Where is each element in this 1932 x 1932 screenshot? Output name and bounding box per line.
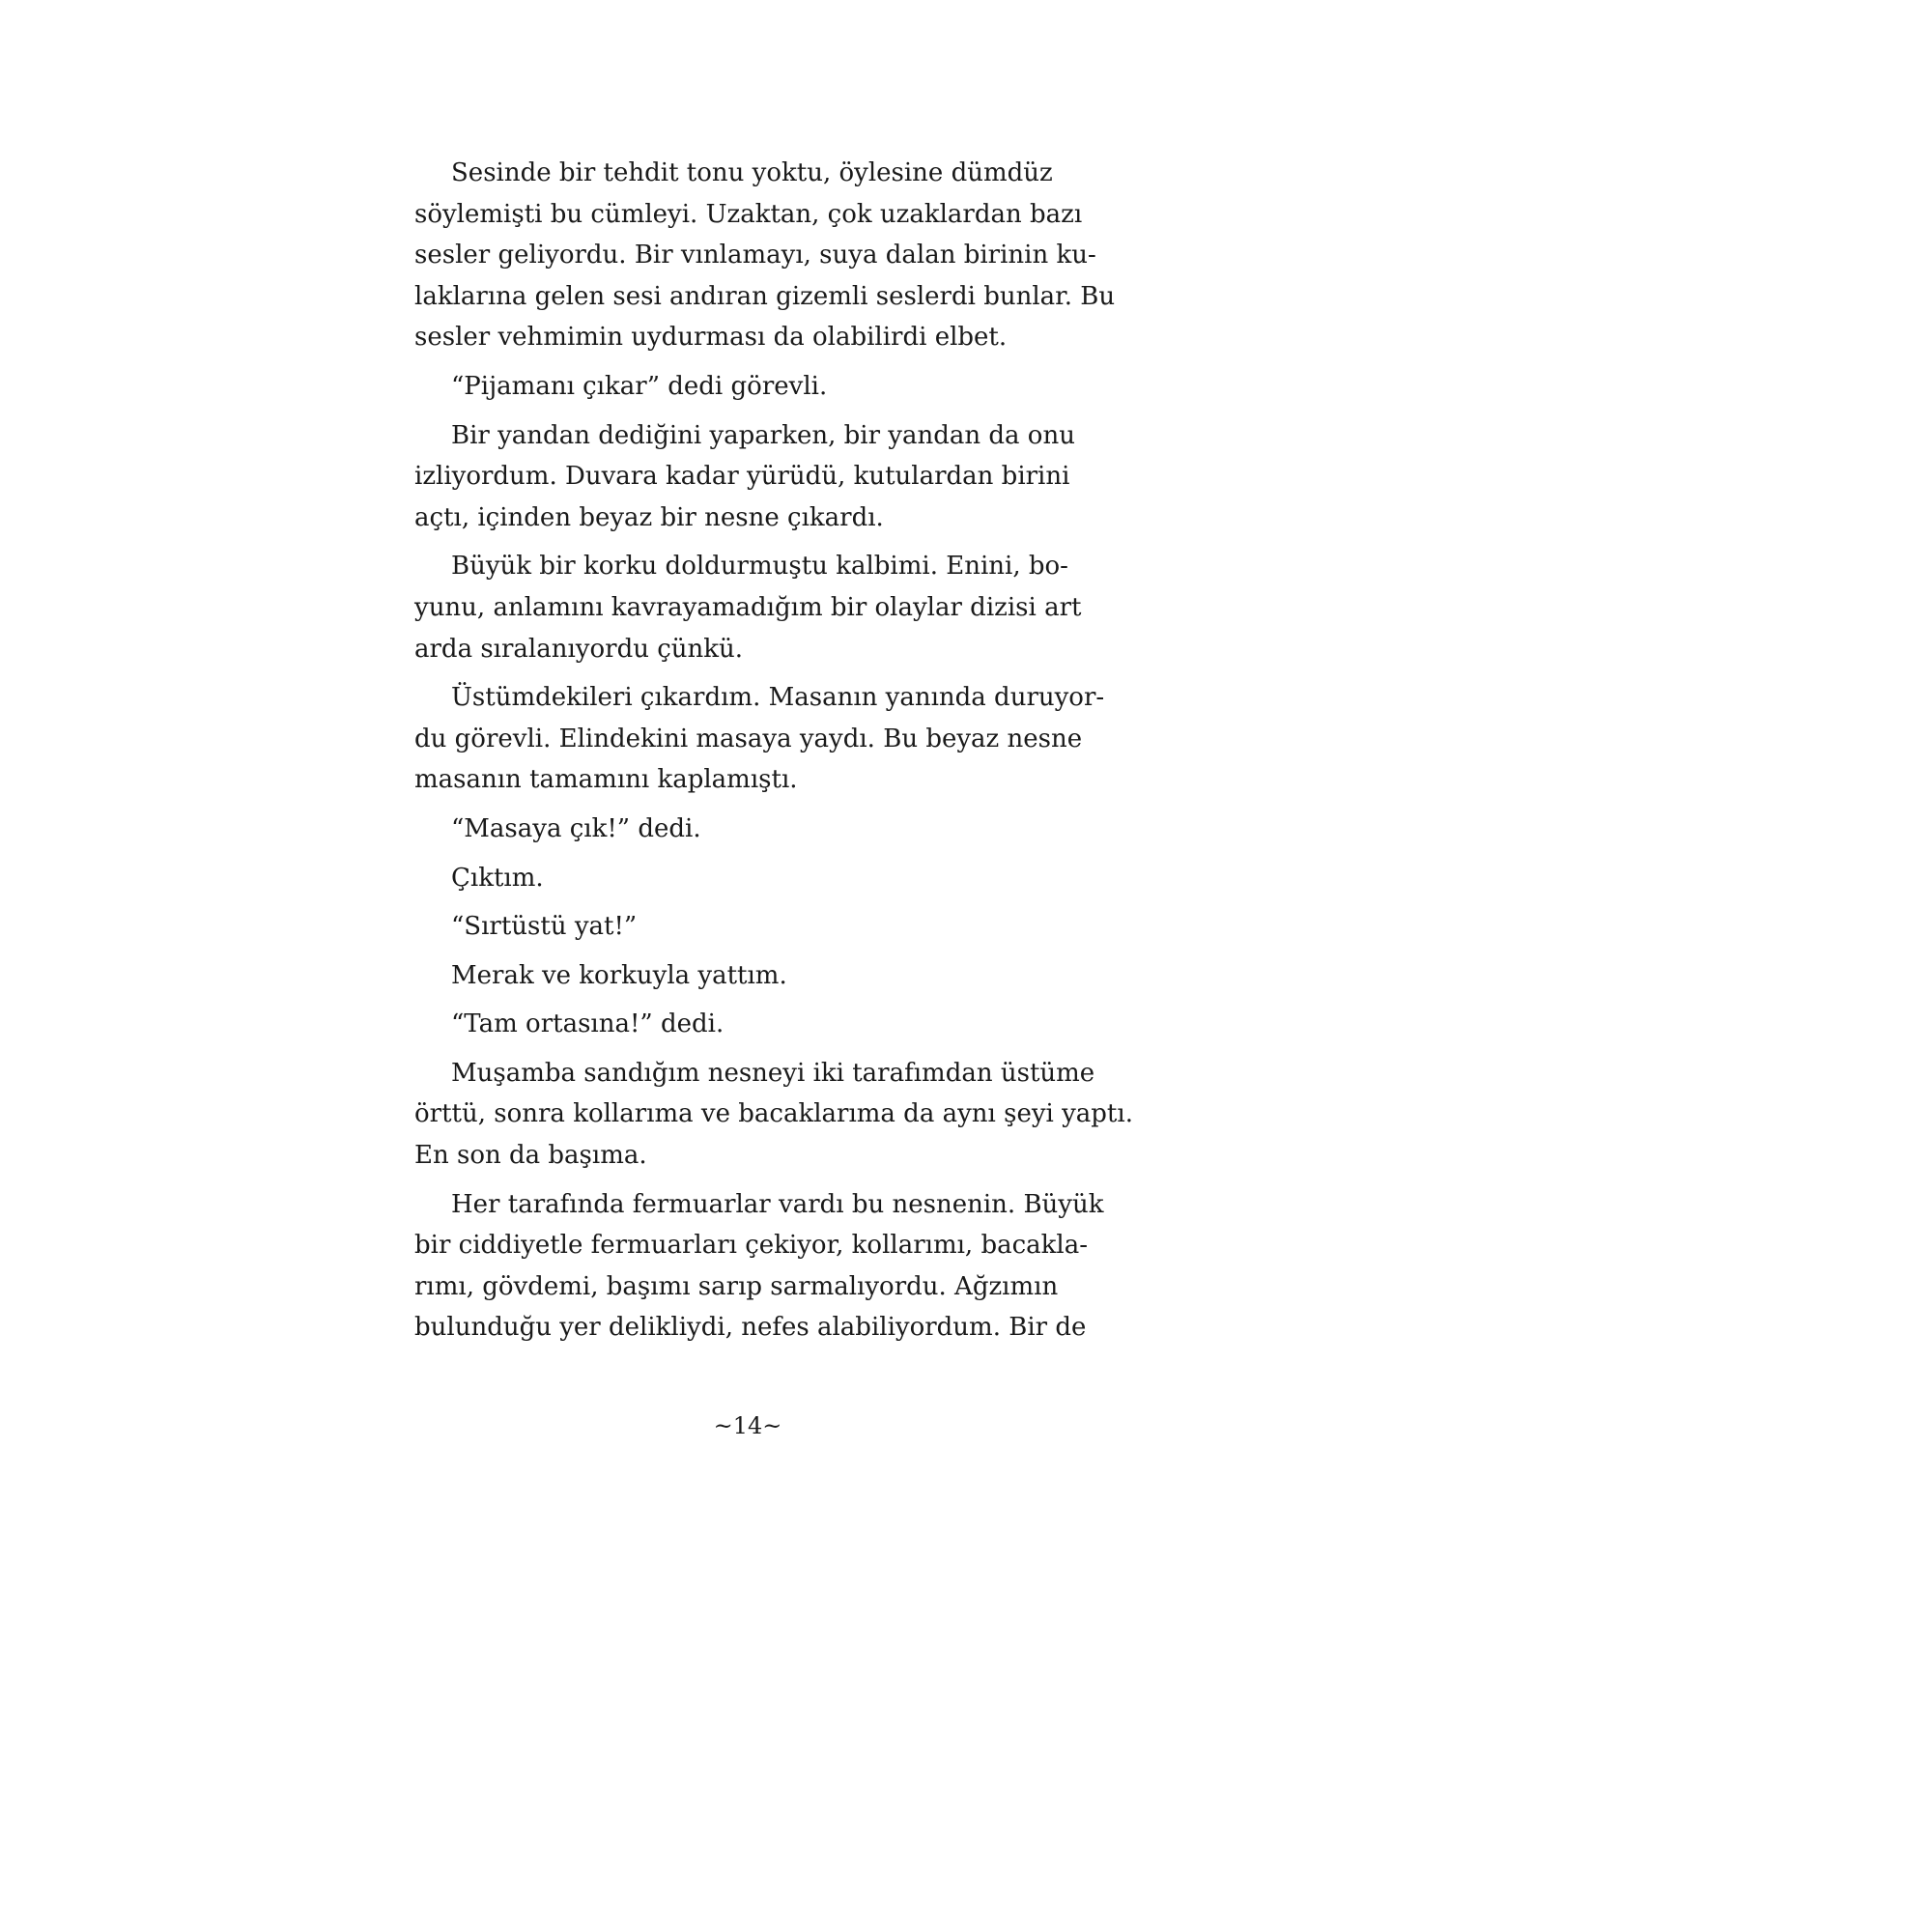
text-line: Bir yandan dediğini yaparken, bir yandan da onu bbox=[451, 420, 1075, 450]
paragraph bbox=[414, 1053, 1133, 1177]
body-text bbox=[414, 153, 1133, 1356]
text-line: “Tam ortasına!” dedi. bbox=[451, 1009, 724, 1039]
text-line: du görevli. Elindekini masaya yaydı. Bu beyaz nesne bbox=[414, 724, 1083, 753]
text-line: örttü, sonra kollarıma ve bacaklarıma da aynı şeyi yaptı. bbox=[414, 1099, 1133, 1129]
text-line: Sesinde bir tehdit tonu yoktu, öylesine dümdüz bbox=[451, 158, 1053, 187]
text-line: “Pijamanı çıkar” dedi görevli. bbox=[451, 371, 828, 401]
text-line: açtı, içinden beyaz bir nesne çıkardı. bbox=[414, 502, 884, 532]
paragraph bbox=[414, 1184, 1104, 1349]
paragraph bbox=[414, 153, 1116, 358]
text-line: masanın tamamını kaplamıştı. bbox=[414, 765, 798, 795]
text-line: bulunduğu yer delikliydi, nefes alabiliyordum. Bir de bbox=[414, 1313, 1087, 1343]
paragraph bbox=[414, 809, 1049, 850]
text-line: Muşamba sandığım nesneyi iki tarafımdan üstüme bbox=[451, 1058, 1095, 1088]
text-line: söylemişti bu cümleyi. Uzaktan, çok uzaklardan bazı bbox=[414, 199, 1083, 229]
text-line: “Masaya çık!” dedi. bbox=[451, 813, 701, 843]
text-line: Çıktım. bbox=[451, 863, 544, 893]
text-line: Merak ve korkuyla yattım. bbox=[451, 960, 787, 990]
paragraph bbox=[414, 858, 1049, 899]
paragraph bbox=[414, 415, 1075, 539]
text-line: yunu, anlamını kavrayamadığım bir olaylar dizisi art bbox=[414, 592, 1082, 622]
text-line: En son da başıma. bbox=[414, 1141, 647, 1171]
paragraph bbox=[414, 955, 1049, 997]
text-line: sesler geliyordu. Bir vınlamayı, suya dalan birinin ku- bbox=[414, 241, 1096, 270]
text-line: “Sırtüstü yat!” bbox=[451, 912, 638, 942]
text-line: rımı, gövdemi, başımı sarıp sarmalıyordu. Ağzımın bbox=[414, 1271, 1059, 1301]
text-line: sesler vehmimin uydurması da olabilirdi elbet. bbox=[414, 323, 1008, 353]
text-line: izliyordum. Duvara kadar yürüdü, kutulardan birini bbox=[414, 462, 1070, 492]
paragraph bbox=[414, 1004, 1049, 1045]
paragraph bbox=[414, 366, 1049, 408]
text-line: Üstümdekileri çıkardım. Masanın yanında duruyor- bbox=[451, 683, 1105, 713]
paragraph bbox=[414, 906, 1049, 948]
paragraph bbox=[414, 677, 1105, 801]
paragraph bbox=[414, 546, 1082, 669]
text-line: Büyük bir korku doldurmuştu kalbimi. Enini, bo- bbox=[451, 552, 1068, 582]
text-line: laklarına gelen sesi andıran gizemli seslerdi bunlar. Bu bbox=[414, 281, 1116, 311]
page-number: ~14~ bbox=[713, 1412, 782, 1439]
text-line: Her tarafında fermuarlar vardı bu nesnenin. Büyük bbox=[451, 1189, 1104, 1219]
text-line: arda sıralanıyordu çünkü. bbox=[414, 634, 744, 664]
text-line: bir ciddiyetle fermuarları çekiyor, kollarımı, bacakla- bbox=[414, 1231, 1089, 1261]
